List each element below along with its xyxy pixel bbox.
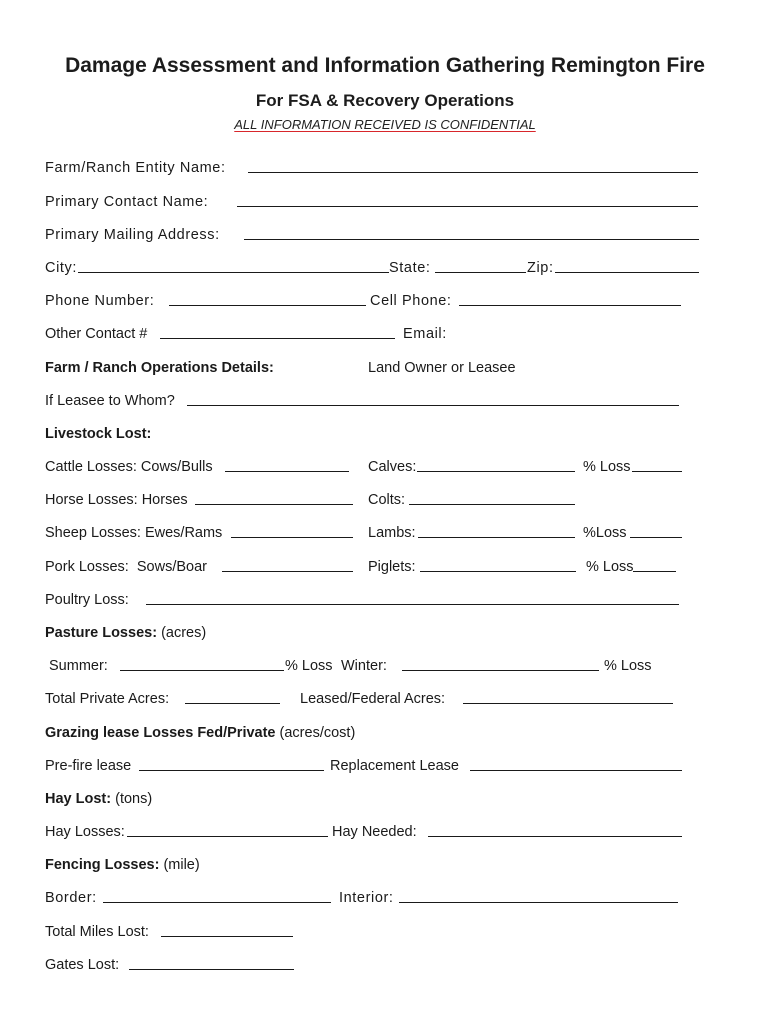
confidential-notice xyxy=(0,117,770,132)
primary-contact-label: Primary Contact Name: xyxy=(45,194,209,210)
horse-label: Horse Losses: Horses xyxy=(45,492,188,508)
pasture-heading-row xyxy=(45,623,725,643)
other-contact-label: Other Contact # xyxy=(45,326,148,342)
piglets-field[interactable] xyxy=(420,557,576,572)
primary-contact-row xyxy=(45,192,725,212)
calves-label: Calves: xyxy=(368,459,417,475)
phone-label: Phone Number: xyxy=(45,293,155,309)
livestock-heading: Livestock Lost: xyxy=(45,426,152,442)
cattle-row xyxy=(45,457,725,477)
prefire-lease-label: Pre-fire lease xyxy=(45,758,132,774)
hay-heading: Hay Lost: xyxy=(45,791,112,807)
summer-field[interactable] xyxy=(120,656,284,671)
owner-leasee-option[interactable]: Land Owner or Leasee xyxy=(368,360,516,376)
operations-heading: Farm / Ranch Operations Details: xyxy=(45,360,274,376)
sheep-row xyxy=(45,523,725,543)
poultry-field[interactable] xyxy=(146,590,679,605)
mailing-address-field[interactable] xyxy=(244,225,699,240)
lambs-field[interactable] xyxy=(418,523,575,538)
border-field[interactable] xyxy=(103,888,331,903)
leasee-label: If Leasee to Whom? xyxy=(45,393,175,409)
pasture-unit: (acres) xyxy=(161,625,207,641)
state-field[interactable] xyxy=(435,258,526,273)
winter-field[interactable] xyxy=(402,656,599,671)
phone-row xyxy=(45,291,725,311)
gates-label: Gates Lost: xyxy=(45,957,120,973)
winter-loss-label: % Loss xyxy=(604,658,652,674)
lease-row xyxy=(45,756,725,776)
pork-row xyxy=(45,557,725,577)
phone-field[interactable] xyxy=(169,291,366,306)
form-title: Damage Assessment and Information Gathering Remington Fire xyxy=(65,54,705,77)
cattle-loss-field[interactable] xyxy=(632,457,682,472)
entity-name-label: Farm/Ranch Entity Name: xyxy=(45,160,226,176)
city-field[interactable] xyxy=(78,258,389,273)
pasture-heading: Pasture Losses: xyxy=(45,625,158,641)
cattle-field[interactable] xyxy=(225,457,349,472)
city-label: City: xyxy=(45,260,77,276)
border-label: Border: xyxy=(45,890,97,906)
federal-acres-field[interactable] xyxy=(463,689,673,704)
hay-needed-field[interactable] xyxy=(428,822,682,837)
cell-phone-field[interactable] xyxy=(459,291,681,306)
pork-loss-field[interactable] xyxy=(633,557,676,572)
fencing-unit: (mile) xyxy=(163,857,200,873)
grazing-heading-row xyxy=(45,723,725,743)
mailing-address-label: Primary Mailing Address: xyxy=(45,227,220,243)
email-label: Email: xyxy=(403,326,447,342)
interior-label: Interior: xyxy=(339,890,394,906)
colts-field[interactable] xyxy=(409,490,575,505)
interior-field[interactable] xyxy=(399,888,678,903)
summer-winter-row xyxy=(45,656,725,676)
summer-loss-label: % Loss xyxy=(285,658,333,674)
hay-row xyxy=(45,822,725,842)
calves-field[interactable] xyxy=(417,457,575,472)
entity-name-field[interactable] xyxy=(248,158,698,173)
gates-row xyxy=(45,955,725,975)
prefire-lease-field[interactable] xyxy=(139,756,324,771)
lambs-label: Lambs: xyxy=(368,525,416,541)
sheep-field[interactable] xyxy=(231,523,353,538)
zip-label: Zip: xyxy=(527,260,554,276)
mailing-address-row xyxy=(45,225,725,245)
grazing-unit: (acres/cost) xyxy=(279,725,356,741)
acres-row xyxy=(45,689,725,709)
zip-field[interactable] xyxy=(555,258,699,273)
summer-label: Summer: xyxy=(49,658,108,674)
replacement-lease-field[interactable] xyxy=(470,756,682,771)
pork-field[interactable] xyxy=(222,557,353,572)
colts-label: Colts: xyxy=(368,492,406,508)
sheep-loss-label: %Loss xyxy=(583,525,627,541)
winter-label: Winter: xyxy=(341,658,387,674)
sheep-loss-field[interactable] xyxy=(630,523,682,538)
livestock-heading-row xyxy=(45,424,725,444)
grazing-heading: Grazing lease Losses Fed/Private xyxy=(45,725,276,741)
total-miles-label: Total Miles Lost: xyxy=(45,924,149,940)
horse-field[interactable] xyxy=(195,490,353,505)
border-interior-row xyxy=(45,888,725,908)
federal-acres-label: Leased/Federal Acres: xyxy=(300,691,446,707)
city-state-zip-row xyxy=(45,258,725,278)
confidential-text: ALL INFORMATION RECEIVED IS CONFIDENTIAL xyxy=(234,117,536,132)
total-miles-row xyxy=(45,922,725,942)
fencing-heading: Fencing Losses: xyxy=(45,857,160,873)
other-contact-row xyxy=(45,324,725,344)
replacement-lease-label: Replacement Lease xyxy=(330,758,459,774)
piglets-label: Piglets: xyxy=(368,559,416,575)
poultry-label: Poultry Loss: xyxy=(45,592,129,608)
cattle-label: Cattle Losses: Cows/Bulls xyxy=(45,459,213,475)
leasee-row xyxy=(45,391,725,411)
fencing-heading-row xyxy=(45,855,725,875)
gates-field[interactable] xyxy=(129,955,294,970)
horse-row xyxy=(45,490,725,510)
primary-contact-field[interactable] xyxy=(237,192,698,207)
pork-label: Pork Losses: Sows/Boar xyxy=(45,559,207,575)
hay-unit: (tons) xyxy=(115,791,153,807)
other-contact-field[interactable] xyxy=(160,324,395,339)
form-subtitle: For FSA & Recovery Operations xyxy=(255,91,515,110)
total-miles-field[interactable] xyxy=(161,922,293,937)
hay-losses-label: Hay Losses: xyxy=(45,824,125,840)
cattle-loss-label: % Loss xyxy=(583,459,631,475)
entity-name-row xyxy=(45,158,725,178)
operations-row xyxy=(45,358,725,378)
hay-losses-field[interactable] xyxy=(127,822,328,837)
hay-needed-label: Hay Needed: xyxy=(332,824,417,840)
leasee-field[interactable] xyxy=(187,391,679,406)
private-acres-label: Total Private Acres: xyxy=(45,691,170,707)
hay-heading-row xyxy=(45,789,725,809)
private-acres-field[interactable] xyxy=(185,689,280,704)
cell-phone-label: Cell Phone: xyxy=(370,293,452,309)
pork-loss-label: % Loss xyxy=(586,559,634,575)
state-label: State: xyxy=(389,260,431,276)
poultry-row xyxy=(45,590,725,610)
sheep-label: Sheep Losses: Ewes/Rams xyxy=(45,525,223,541)
